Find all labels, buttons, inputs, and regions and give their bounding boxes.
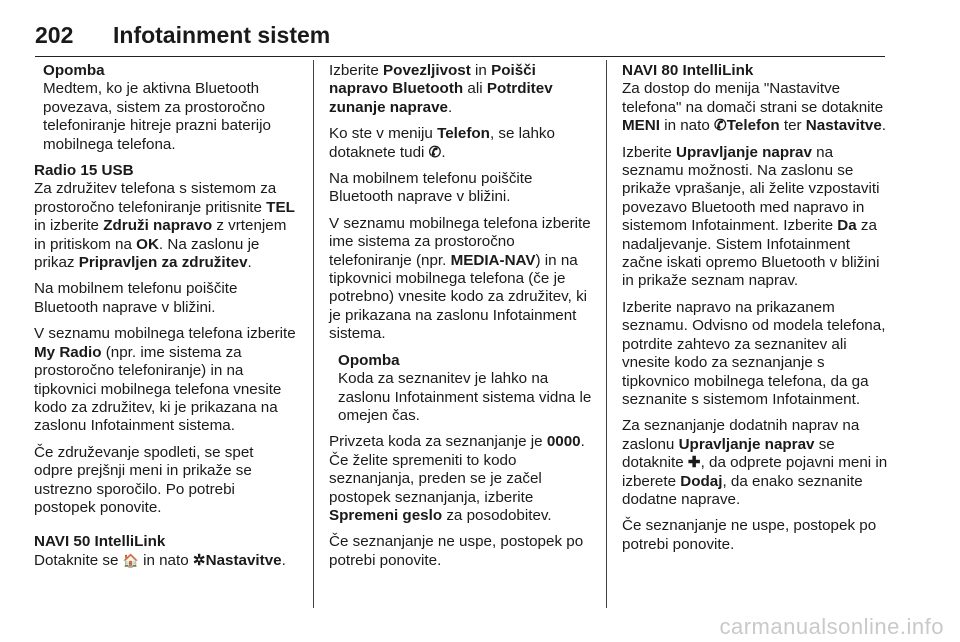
- paragraph: Na mobilnem telefonu poiščite Bluetooth naprave v bližini.: [34, 280, 238, 316]
- page-number: 202: [35, 22, 74, 48]
- column-divider: [313, 60, 314, 608]
- phone-icon: ✆: [714, 117, 727, 135]
- note-text: Koda za seznanitev je lahko na zaslonu Infotainment sistema vidna le omejen čas.: [338, 370, 592, 424]
- paragraph: Za dostop do menija "Nastavitve telefona" na domači strani se dotaknite MENI in nato ✆Telefon ter Nastavitve.: [622, 80, 887, 135]
- section-heading-radio: Radio 15 USB: [34, 162, 134, 180]
- page-title: Infotainment sistem: [113, 22, 331, 48]
- paragraph: Privzeta koda za seznanjanje je 0000. Če želite spremeniti to kodo seznanjanja, preden se je začel postopek seznanjanja, izberite Spremeni geslo za posodobitev.: [329, 433, 585, 524]
- paragraph: Če združevanje spodleti, se spet odpre prejšnji meni in prikaže se ustrezno sporočilo. Po potrebi postopek ponovite.: [34, 443, 254, 516]
- paragraph: Če seznanjanje ne uspe, postopek po potrebi ponovite.: [329, 533, 584, 569]
- section-heading-navi80: NAVI 80 IntelliLink: [622, 62, 754, 79]
- home-icon: 🏠: [122, 552, 139, 568]
- column-divider: [606, 60, 607, 608]
- paragraph: Če seznanjanje ne uspe, postopek po potrebi ponovite.: [622, 517, 877, 553]
- paragraph: Za seznanjanje dodatnih naprav na zaslonu Upravljanje naprav se dotaknite ✚, da odprete pojavni meni in izberete Dodaj, da enako seznanite dodatne naprave.: [622, 417, 888, 508]
- column-1: [34, 62, 296, 578]
- paragraph: Dotaknite se 🏠 in nato ✲Nastavitve.: [34, 551, 286, 569]
- note-title: Opomba: [338, 351, 400, 369]
- gear-icon: ✲: [192, 551, 206, 569]
- plus-icon: ✚: [687, 454, 701, 472]
- paragraph: V seznamu mobilnega telefona izberite My Radio (npr. ime sistema za prostoročno telefoniranje) in na tipkovnici mobilnega telefona vnesite kodo za združitev, ki je prikazana na zaslonu Infotainment sistema.: [34, 325, 296, 435]
- column-2: [329, 62, 595, 578]
- note-text: Medtem, ko je aktivna Bluetooth povezava, sistem za prostoročno telefoniranje hitreje prazni baterijo mobilnega telefona.: [43, 80, 271, 153]
- column-3: [622, 62, 890, 562]
- note-box: [34, 62, 296, 154]
- note-title: Opomba: [43, 62, 105, 79]
- paragraph: Na mobilnem telefonu poiščite Bluetooth naprave v bližini.: [329, 170, 533, 206]
- page-header: [35, 22, 885, 57]
- section-heading-navi50: NAVI 50 IntelliLink: [34, 533, 166, 551]
- paragraph: Izberite napravo na prikazanem seznamu. Odvisno od modela telefona, potrdite zahtevo za seznanitev ali vnesite kodo za seznanjanje s tipkovnico mobilnega telefona, da ga seznanite s sistemom Infotainment.: [622, 298, 886, 408]
- paragraph: V seznamu mobilnega telefona izberite ime sistema za prostoročno telefoniranje (npr. MEDIA-NAV) in na tipkovnici mobilnega telefona (če je potrebno) vnesite kodo za združitev, ki je prikazana na zaslonu Infotainment sistema.: [329, 214, 591, 343]
- note-box: [329, 352, 595, 426]
- paragraph: Izberite Povezljivost in Poišči napravo Bluetooth ali Potrditev zunanje naprave.: [329, 62, 553, 116]
- phone-icon: ✆: [428, 143, 442, 161]
- paragraph: Za združitev telefona s sistemom za prostoročno telefoniranje pritisnite TEL in izberite Združi napravo z vrtenjem in pritiskom na OK. Na zaslonu je prikaz Pripravljen za združitev.: [34, 180, 295, 272]
- paragraph: Ko ste v meniju Telefon, se lahko dotaknete tudi ✆.: [329, 125, 555, 161]
- watermark: carmanualsonline.info: [719, 614, 944, 639]
- paragraph: Izberite Upravljanje naprav na seznamu možnosti. Na zaslonu se prikaže vprašanje, ali želite vzpostaviti povezavo Bluetooth med napravo in sistemom Infotainment. Izberite Da za nadaljevanje. Sistem Infotainment začne iskati opremo Bluetooth v bližini in prikaže seznam naprav.: [622, 143, 880, 290]
